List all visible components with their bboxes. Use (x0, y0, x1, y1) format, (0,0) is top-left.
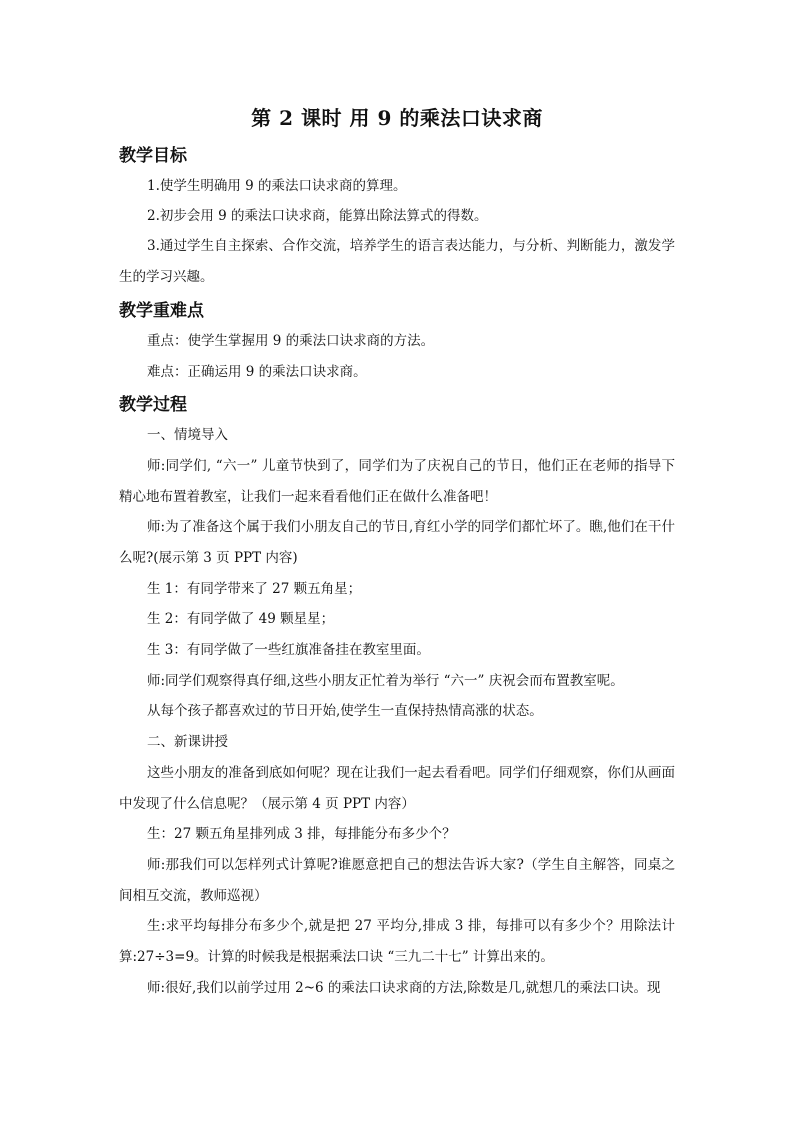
section-heading-keypoints: 教学重难点 (119, 301, 204, 321)
paragraph: 3.通过学生自主探索、合作交流，培养学生的语言表达能力，与分析、判断能力，激发学生的学习兴趣。 (119, 238, 675, 285)
section-heading-goals: 教学目标 (119, 146, 187, 166)
paragraph: 生 2：有同学做了 49 颗星星； (147, 611, 335, 627)
paragraph: 这些小朋友的准备到底如何呢？现在让我们一起去看看吧。同学们仔细观察，你们从画面中发现了什么信息呢？（展示第 4 页 PPT 内容） (119, 765, 675, 812)
paragraph: 生 1：有同学带来了 27 颗五角星； (147, 581, 362, 597)
section-heading-process: 教学过程 (119, 395, 187, 415)
paragraph: 师:为了准备这个属于我们小朋友自己的节日,育红小学的同学们都忙坏了。瞧,他们在干什么呢?(展示第 3 页 PPT 内容) (119, 519, 675, 566)
paragraph: 1.使学生明确用 9 的乘法口诀求商的算理。 (147, 178, 407, 194)
paragraph: 师:那我们可以怎样列式计算呢?谁愿意把自己的想法告诉大家?（学生自主解答，同桌之间相互交流，教师巡视） (119, 857, 675, 904)
subsection-title: 一、情境导入 (147, 427, 228, 443)
paragraph: 从每个孩子都喜欢过的节日开始,使学生一直保持热情高涨的状态。 (147, 703, 543, 719)
paragraph: 师:同学们观察得真仔细,这些小朋友正忙着为举行 “六一” 庆祝会而布置教室呢。 (147, 673, 624, 689)
paragraph: 师:很好,我们以前学过用 2~6 的乘法口诀求商的方法,除数是几,就想几的乘法口诀。现 (147, 980, 661, 996)
paragraph: 生：27 颗五角星排列成 3 排，每排能分布多少个？ (147, 826, 456, 842)
paragraph: 2.初步会用 9 的乘法口诀求商，能算出除法算式的得数。 (147, 208, 488, 224)
paragraph: 生 3：有同学做了一些红旗准备挂在教室里面。 (147, 642, 430, 658)
paragraph: 难点：正确运用 9 的乘法口诀求商。 (147, 364, 367, 380)
paragraph: 生:求平均每排分布多少个,就是把 27 平均分,排成 3 排，每排可以有多少个？用除法计算:27÷3=9。计算的时候我是根据乘法口诀 “三九二十七” 计算出来的。 (119, 918, 675, 965)
paragraph: 重点：使学生掌握用 9 的乘法口诀求商的方法。 (147, 333, 435, 349)
subsection-title: 二、新课讲授 (147, 734, 228, 750)
paragraph: 师:同学们, “六一” 儿童节快到了，同学们为了庆祝自己的节日，他们正在老师的指导下精心地布置着教室，让我们一起来看看他们正在做什么准备吧！ (119, 458, 675, 505)
page-title: 第 2 课时 用 9 的乘法口诀求商 (251, 106, 543, 130)
